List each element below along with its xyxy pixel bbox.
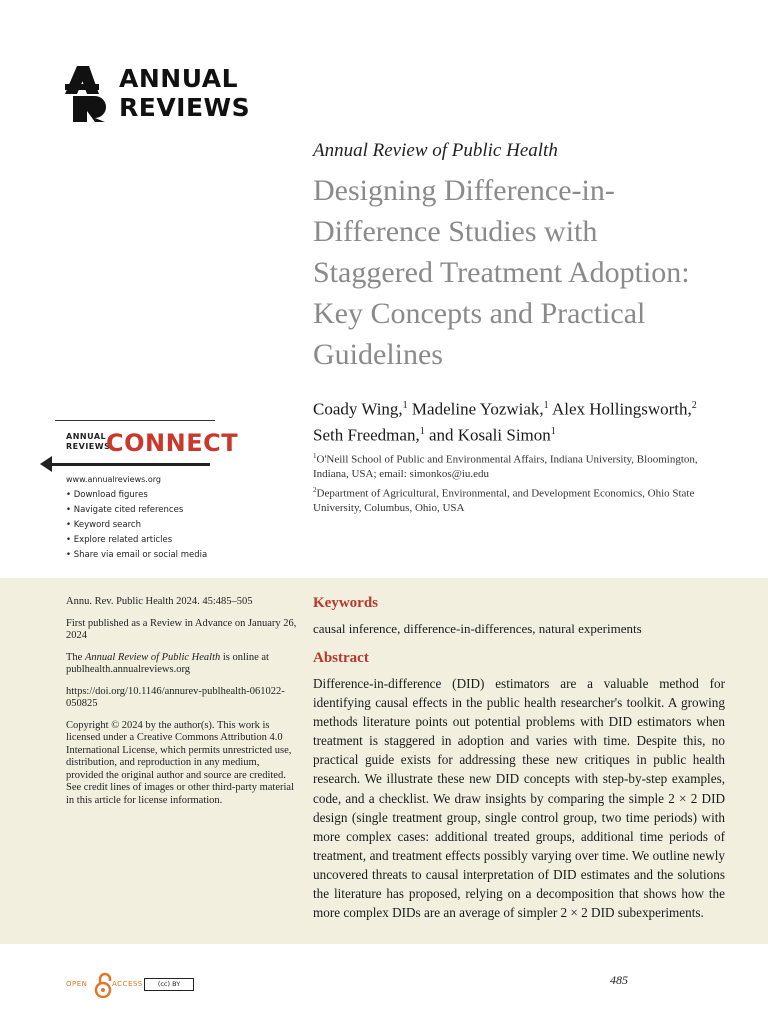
title-line: Key Concepts and Practical (313, 297, 646, 330)
author-name: Alex Hollingsworth, (548, 399, 692, 419)
list-item: • Keyword search (66, 518, 240, 533)
author-name: Madeline Yozwiak, (407, 399, 544, 419)
list-item: • Download figures (66, 488, 240, 503)
arrow-line (50, 463, 210, 466)
author-name: and Kosali Simon (424, 425, 551, 445)
connect-feature-list (40, 488, 240, 563)
online-info: The Annual Review of Public Health is online at publhealth.annualreviews.org (66, 651, 269, 675)
first-published: First published as a Review in Advance on January 26, 2024 (66, 617, 297, 641)
title-line: Designing Difference-in- (313, 174, 615, 207)
citation: Annu. Rev. Public Health 2024. 45:485–505 (66, 596, 253, 607)
abstract-heading: Abstract (313, 650, 369, 666)
author-name: Coady Wing, (313, 399, 403, 419)
title-line: Guidelines (313, 338, 443, 371)
publication-info (66, 596, 298, 816)
doi-link[interactable]: https://doi.org/10.1146/annurev-publhealth-061022-050825 (66, 685, 285, 709)
cc-by-license-icon: (cc) BY (144, 978, 194, 991)
divider (55, 420, 215, 421)
keywords-text: causal inference, difference-in-differences, natural experiments (313, 621, 642, 636)
list-item: • Navigate cited references (66, 503, 240, 518)
affiliation: $^1$O'Neill School of Public and Environmental Affairs, Indiana University, Bloomington, Indiana, USA; email: simonkos@iu.edu (313, 452, 698, 480)
author-list: Coady Wing,$^1$ Madeline Yozwiak,$^1$ Alex Hollingsworth,$^2$ Seth Freedman,$^1$ and Kosali Simon$^1$ (313, 399, 697, 445)
ar-logo-mark-icon (65, 66, 111, 122)
title-line: Staggered Treatment Adoption: (313, 256, 690, 289)
list-item: • Share via email or social media (66, 548, 240, 563)
page-number: 485 (610, 973, 628, 987)
author-name: Seth Freedman, (313, 425, 420, 445)
journal-name: Annual Review of Public Health (313, 140, 558, 161)
connect-url-link[interactable]: www.annualreviews.org (66, 475, 161, 484)
logo-wordmark: ANNUAL REVIEWS (119, 64, 251, 122)
article-title (313, 170, 733, 375)
arrow-left-icon (40, 456, 52, 472)
copyright-notice: Copyright © 2024 by the author(s). This work is licensed under a Creative Commons Attribution 4.0 International License, which permits unrestricted use, distribution, and reproduction in any medium, provided the original author and source are credited. See credit lines of images or other third-party material in this article for license information. (66, 719, 295, 806)
connect-logo: ANNUAL REVIEWS CONNECT (40, 429, 240, 467)
open-access-badge: OPEN ACCESS (cc) BY (66, 972, 216, 998)
title-line: Difference Studies with (313, 215, 598, 248)
list-item: • Explore related articles (66, 533, 240, 548)
connect-brand: CONNECT (106, 429, 239, 457)
abstract-text: Difference-in-difference (DID) estimators are a valuable method for identifying causal effects in the public health researcher's toolkit. A growing methods literature points out potential problems with DID estimators when treatment is staggered in adoption and varies with time. Despite this, no practical guide exists for addressing these new critiques in public health research. We illustrate these new DID concepts with step-by-step examples, code, and a checklist. We draw insights by comparing the simple 2 × 2 DID design (single treatment group, single control group, two time periods) with more complex cases: additional treated groups, additional time periods of treatment, and treatment effects possibly varying over time. We outline newly uncovered threats to causal interpretation of DID estimates and the solutions the literature has proposed, relying on a decomposition that shows how the more complex DIDs are an average of simpler 2 × 2 DID subexperiments. (313, 676, 725, 921)
affiliation: $^2$Department of Agricultural, Environmental, and Development Economics, Ohio State University, Columbus, Ohio, USA (313, 486, 695, 514)
keywords-heading: Keywords (313, 595, 378, 611)
annual-reviews-connect-box (40, 420, 240, 563)
